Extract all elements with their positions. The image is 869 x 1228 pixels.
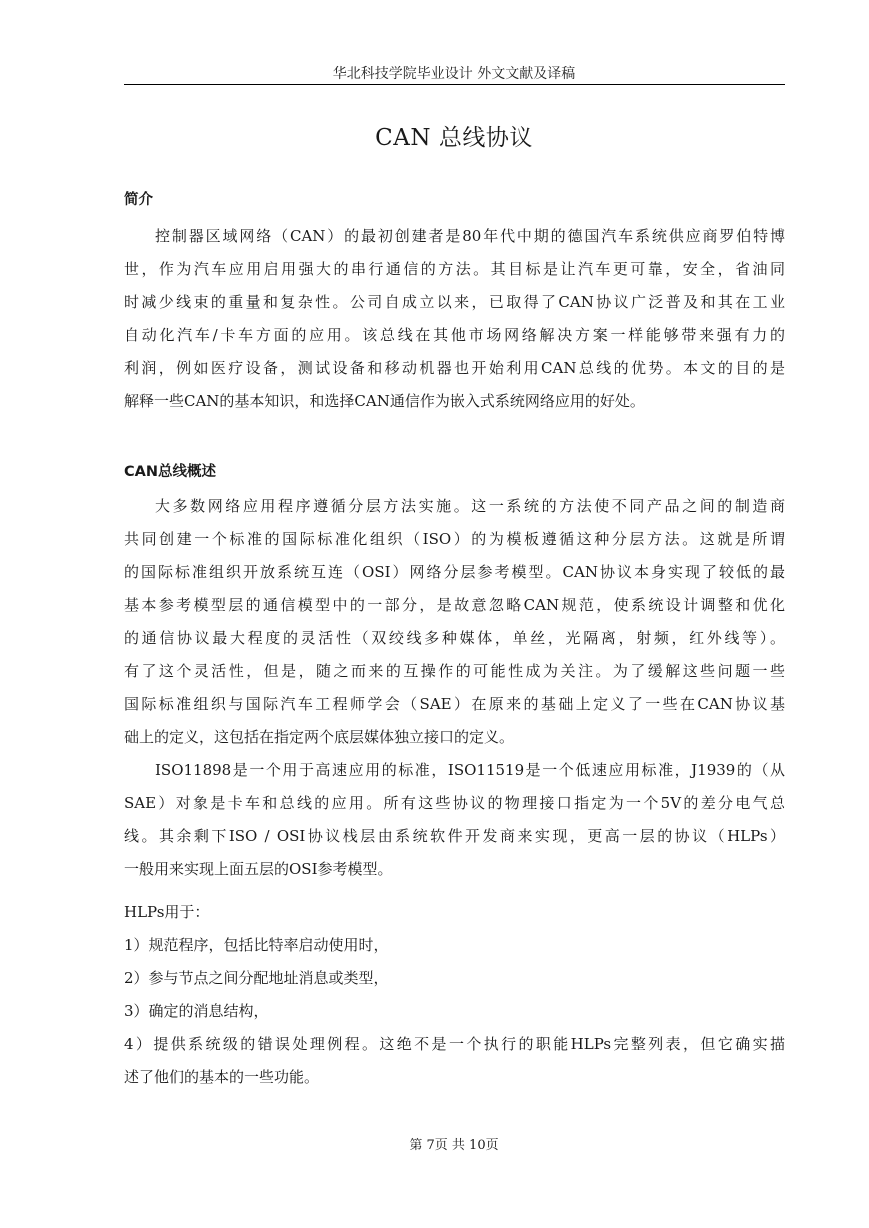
- paragraph-line: 的通信协议最大程度的灵活性（双绞线多种媒体，单丝，光隔离，射频，红外线等）。: [124, 629, 785, 647]
- list-item: 2）参与节点之间分配地址消息或类型，: [124, 969, 389, 987]
- list-item-continuation: 述了他们的基本的一些功能。: [124, 1068, 320, 1086]
- paragraph-line: 有了这个灵活性，但是，随之而来的互操作的可能性成为关注。为了缓解这些问题一些: [124, 662, 785, 680]
- paragraph-line: ISO11898是一个用于高速应用的标准，ISO11519是一个低速应用标准，J1939的（从: [155, 761, 785, 779]
- paragraph-line: 控制器区域网络（CAN）的最初创建者是80年代中期的德国汽车系统供应商罗伯特博: [155, 227, 785, 245]
- header-divider: [124, 84, 785, 85]
- list-item: 3）确定的消息结构，: [124, 1002, 269, 1020]
- list-item: 4）提供系统级的错误处理例程。这绝不是一个执行的职能HLPs完整列表，但它确实描: [124, 1035, 785, 1053]
- paragraph-line: 自动化汽车/卡车方面的应用。该总线在其他市场网络解决方案一样能够带来强有力的: [124, 326, 785, 344]
- page-number: 第 7页 共 10页: [409, 1138, 499, 1153]
- paragraph-line: 共同创建一个标准的国际标准化组织（ISO）的为模板遵循这种分层方法。这就是所谓: [124, 530, 785, 548]
- paragraph-line: 利润，例如医疗设备，测试设备和移动机器也开始利用CAN总线的优势。本文的目的是: [124, 359, 785, 377]
- page-header: 华北科技学院毕业设计 外文文献及译稿: [332, 66, 576, 82]
- section-heading-overview: CAN总线概述: [124, 464, 216, 480]
- paragraph-line: 大多数网络应用程序遵循分层方法实施。这一系统的方法使不同产品之间的制造商: [155, 497, 785, 515]
- paragraph-line: 线。其余剩下ISO / OSI协议栈层由系统软件开发商来实现，更高一层的协议（HLPs）: [124, 827, 785, 845]
- section-heading-intro: 简介: [124, 192, 153, 208]
- paragraph-line: 国际标准组织与国际汽车工程师学会（SAE）在原来的基础上定义了一些在CAN协议基: [124, 695, 785, 713]
- paragraph-line: 础上的定义，这包括在指定两个底层媒体独立接口的定义。: [124, 728, 515, 746]
- paragraph-line: 解释一些CAN的基本知识，和选择CAN通信作为嵌入式系统网络应用的好处。: [124, 392, 645, 410]
- paragraph-line: 世，作为汽车应用启用强大的串行通信的方法。其目标是让汽车更可靠，安全，省油同: [124, 260, 785, 278]
- paragraph-line: 一般用来实现上面五层的OSI参考模型。: [124, 860, 393, 878]
- paragraph-line: SAE）对象是卡车和总线的应用。所有这些协议的物理接口指定为一个5V的差分电气总: [124, 794, 785, 812]
- paragraph-line: 时减少线束的重量和复杂性。公司自成立以来，已取得了CAN协议广泛普及和其在工业: [124, 293, 785, 311]
- paragraph-line: 基本参考模型层的通信模型中的一部分，是故意忽略CAN规范，使系统设计调整和优化: [124, 596, 785, 614]
- paragraph-line: 的国际标准组织开放系统互连（OSI）网络分层参考模型。CAN协议本身实现了较低的最: [124, 563, 785, 581]
- list-intro: HLPs用于：: [124, 903, 210, 921]
- list-item: 1）规范程序，包括比特率启动使用时，: [124, 936, 389, 954]
- document-title: CAN 总线协议: [375, 125, 533, 151]
